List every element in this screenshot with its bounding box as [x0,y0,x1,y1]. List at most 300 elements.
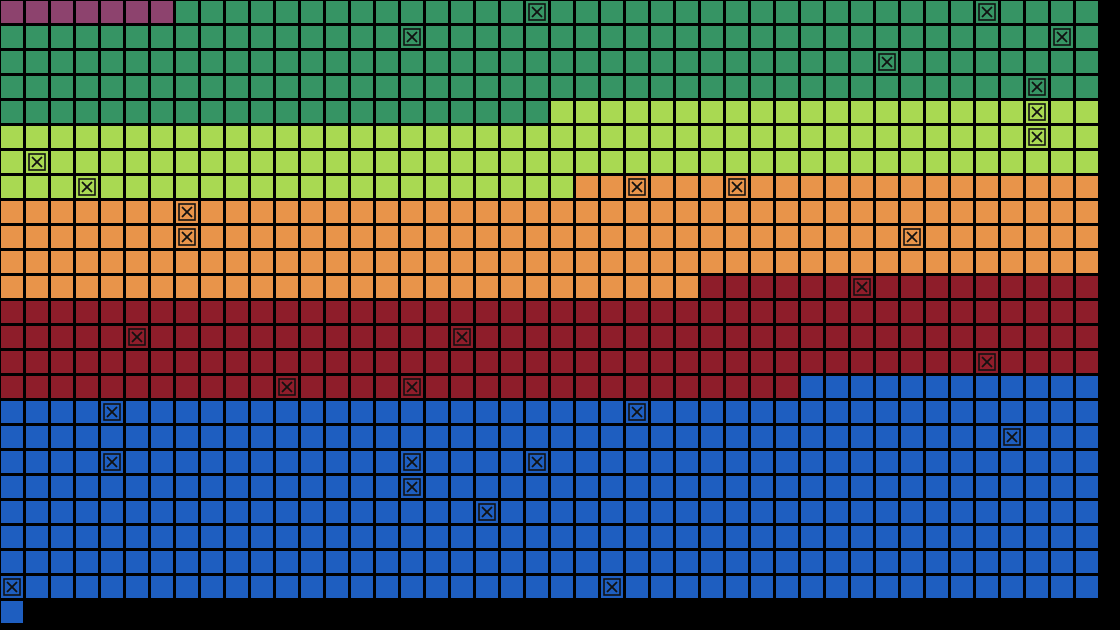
grid-tile-blue[interactable] [976,576,998,598]
grid-tile-blue[interactable] [826,476,848,498]
grid-tile-blue[interactable] [176,476,198,498]
grid-tile-orange[interactable] [1026,251,1048,273]
grid-tile-lime[interactable] [726,126,748,148]
grid-tile-green[interactable] [876,1,898,23]
grid-tile-orange[interactable] [801,176,823,198]
grid-tile-blue[interactable] [826,576,848,598]
grid-tile-blue[interactable] [1,476,23,498]
grid-tile-red[interactable] [876,276,898,298]
grid-tile-blue[interactable] [526,526,548,548]
grid-tile-blue[interactable] [1026,376,1048,398]
grid-tile-orange[interactable] [76,201,98,223]
grid-tile-blue[interactable] [276,476,298,498]
grid-tile-red[interactable] [651,351,673,373]
grid-tile-orange[interactable] [326,251,348,273]
grid-tile-green[interactable] [926,26,948,48]
grid-tile-green[interactable] [76,26,98,48]
grid-tile-blue[interactable] [826,426,848,448]
grid-tile-blue[interactable] [676,426,698,448]
grid-tile-blue[interactable] [601,501,623,523]
grid-tile-orange[interactable] [526,251,548,273]
grid-tile-blue[interactable] [476,401,498,423]
grid-tile-blue[interactable] [976,451,998,473]
grid-tile-lime[interactable] [1,126,23,148]
grid-tile-red[interactable] [826,351,848,373]
grid-tile-green[interactable] [551,51,573,73]
grid-tile-blue[interactable] [326,501,348,523]
grid-tile-blue[interactable] [676,476,698,498]
grid-tile-orange[interactable] [651,276,673,298]
grid-tile-red[interactable] [101,351,123,373]
grid-tile-orange[interactable] [901,176,923,198]
grid-tile-blue[interactable] [526,551,548,573]
grid-tile-green[interactable] [451,1,473,23]
grid-tile-lime[interactable] [676,126,698,148]
grid-tile-blue[interactable] [376,576,398,598]
grid-tile-blue[interactable] [251,576,273,598]
grid-tile-green[interactable] [351,101,373,123]
grid-tile-blue[interactable] [951,476,973,498]
grid-tile-orange[interactable] [926,226,948,248]
grid-tile-blue[interactable] [1026,401,1048,423]
grid-tile-blue[interactable] [926,376,948,398]
grid-tile-orange[interactable] [801,251,823,273]
grid-tile-green[interactable] [351,1,373,23]
grid-tile-orange[interactable] [601,226,623,248]
grid-tile-blue[interactable] [376,451,398,473]
grid-tile-green[interactable] [851,26,873,48]
grid-tile-red[interactable] [426,301,448,323]
grid-tile-green[interactable] [326,51,348,73]
grid-tile-blue[interactable] [826,551,848,573]
grid-tile-blue[interactable] [501,551,523,573]
grid-tile-blue[interactable] [276,426,298,448]
grid-tile-blue[interactable] [176,426,198,448]
grid-tile-red[interactable] [576,301,598,323]
grid-tile-lime[interactable] [351,151,373,173]
grid-tile-blue[interactable] [601,476,623,498]
grid-tile-red[interactable] [1001,351,1023,373]
grid-tile-orange[interactable] [976,226,998,248]
grid-tile-blue[interactable] [801,576,823,598]
grid-tile-orange[interactable] [51,226,73,248]
grid-tile-blue[interactable] [901,451,923,473]
grid-tile-blue[interactable] [626,426,648,448]
grid-tile-red[interactable] [426,326,448,348]
grid-tile-lime[interactable] [476,126,498,148]
grid-tile-blue[interactable] [176,526,198,548]
grid-tile-blue[interactable] [526,576,548,598]
grid-tile-blue[interactable] [926,526,948,548]
grid-tile-blue[interactable] [901,426,923,448]
grid-tile-blue[interactable] [326,476,348,498]
grid-tile-green[interactable] [576,51,598,73]
grid-tile-blue[interactable] [101,576,123,598]
grid-tile-red[interactable] [151,376,173,398]
grid-tile-green[interactable] [651,76,673,98]
grid-tile-red[interactable] [951,301,973,323]
grid-tile-orange[interactable] [851,251,873,273]
grid-tile-lime[interactable] [326,176,348,198]
grid-tile-orange[interactable] [51,251,73,273]
grid-tile-blue[interactable] [151,401,173,423]
grid-tile-blue[interactable] [701,426,723,448]
grid-tile-blue[interactable] [801,551,823,573]
grid-tile-blue[interactable] [176,576,198,598]
grid-tile-green[interactable] [951,76,973,98]
grid-tile-lime[interactable] [51,126,73,148]
grid-tile-red[interactable] [726,301,748,323]
grid-tile-red[interactable] [726,351,748,373]
grid-tile-orange[interactable] [1,251,23,273]
grid-tile-blue[interactable] [251,526,273,548]
grid-tile-red[interactable] [676,351,698,373]
grid-tile-red[interactable] [201,301,223,323]
grid-tile-red[interactable] [76,351,98,373]
grid-tile-blue[interactable] [176,401,198,423]
grid-tile-red[interactable] [1076,301,1098,323]
grid-tile-blue[interactable] [526,501,548,523]
grid-tile-green[interactable] [901,26,923,48]
grid-tile-orange[interactable] [376,201,398,223]
grid-tile-orange[interactable] [551,276,573,298]
grid-tile-blue[interactable] [976,376,998,398]
grid-tile-green[interactable] [651,1,673,23]
grid-tile-blue[interactable] [126,401,148,423]
grid-tile-red[interactable] [201,326,223,348]
grid-tile-red[interactable] [1076,276,1098,298]
grid-tile-blue[interactable] [376,476,398,498]
grid-tile-blue[interactable] [876,426,898,448]
grid-tile-orange[interactable] [676,226,698,248]
grid-tile-orange[interactable] [726,201,748,223]
grid-tile-red[interactable] [751,276,773,298]
grid-tile-green[interactable] [401,26,423,48]
grid-tile-red[interactable] [51,326,73,348]
grid-tile-orange[interactable] [501,201,523,223]
grid-tile-red[interactable] [701,376,723,398]
grid-tile-lime[interactable] [1051,101,1073,123]
grid-tile-lime[interactable] [26,151,48,173]
grid-tile-blue[interactable] [201,426,223,448]
grid-tile-orange[interactable] [351,251,373,273]
grid-tile-red[interactable] [126,351,148,373]
grid-tile-orange[interactable] [876,201,898,223]
grid-tile-green[interactable] [751,26,773,48]
grid-tile-blue[interactable] [876,376,898,398]
grid-tile-blue[interactable] [1051,501,1073,523]
grid-tile-green[interactable] [501,51,523,73]
grid-tile-blue[interactable] [801,476,823,498]
grid-tile-green[interactable] [101,101,123,123]
grid-tile-red[interactable] [801,326,823,348]
grid-tile-orange[interactable] [426,251,448,273]
grid-tile-orange[interactable] [76,226,98,248]
grid-tile-orange[interactable] [1,226,23,248]
grid-tile-blue[interactable] [401,576,423,598]
grid-tile-red[interactable] [276,326,298,348]
grid-tile-blue[interactable] [76,576,98,598]
grid-tile-blue[interactable] [76,501,98,523]
grid-tile-green[interactable] [401,76,423,98]
grid-tile-red[interactable] [276,351,298,373]
grid-tile-orange[interactable] [176,251,198,273]
grid-tile-green[interactable] [426,51,448,73]
grid-tile-blue[interactable] [1026,501,1048,523]
grid-tile-lime[interactable] [576,151,598,173]
grid-tile-blue[interactable] [551,501,573,523]
grid-tile-red[interactable] [301,326,323,348]
grid-tile-red[interactable] [676,301,698,323]
grid-tile-green[interactable] [426,76,448,98]
grid-tile-green[interactable] [551,76,573,98]
grid-tile-red[interactable] [126,301,148,323]
grid-tile-red[interactable] [451,326,473,348]
grid-tile-green[interactable] [576,1,598,23]
grid-tile-orange[interactable] [226,201,248,223]
grid-tile-lime[interactable] [551,101,573,123]
grid-tile-blue[interactable] [1026,576,1048,598]
grid-tile-orange[interactable] [901,201,923,223]
grid-tile-orange[interactable] [301,251,323,273]
grid-tile-blue[interactable] [451,576,473,598]
grid-tile-red[interactable] [776,276,798,298]
grid-tile-green[interactable] [26,101,48,123]
grid-tile-blue[interactable] [501,501,523,523]
grid-tile-orange[interactable] [676,201,698,223]
grid-tile-orange[interactable] [801,201,823,223]
grid-tile-green[interactable] [476,76,498,98]
grid-tile-green[interactable] [901,1,923,23]
grid-tile-orange[interactable] [551,201,573,223]
grid-tile-red[interactable] [726,276,748,298]
grid-tile-lime[interactable] [1001,151,1023,173]
grid-tile-lime[interactable] [1026,101,1048,123]
grid-tile-red[interactable] [551,326,573,348]
grid-tile-orange[interactable] [751,176,773,198]
grid-tile-orange[interactable] [826,226,848,248]
grid-tile-orange[interactable] [451,201,473,223]
grid-tile-orange[interactable] [251,251,273,273]
grid-tile-green[interactable] [26,51,48,73]
grid-tile-blue[interactable] [1001,576,1023,598]
grid-tile-blue[interactable] [501,476,523,498]
grid-tile-lime[interactable] [751,101,773,123]
grid-tile-blue[interactable] [301,426,323,448]
grid-tile-lime[interactable] [201,151,223,173]
grid-tile-green[interactable] [326,76,348,98]
grid-tile-blue[interactable] [1051,426,1073,448]
grid-tile-orange[interactable] [51,201,73,223]
grid-tile-blue[interactable] [551,426,573,448]
grid-tile-blue[interactable] [851,576,873,598]
grid-tile-blue[interactable] [876,476,898,498]
grid-tile-orange[interactable] [626,251,648,273]
grid-tile-green[interactable] [726,76,748,98]
grid-tile-green[interactable] [1076,51,1098,73]
grid-tile-blue[interactable] [76,526,98,548]
grid-tile-blue[interactable] [351,526,373,548]
grid-tile-blue[interactable] [76,426,98,448]
grid-tile-green[interactable] [1026,76,1048,98]
grid-tile-blue[interactable] [976,501,998,523]
grid-tile-lime[interactable] [651,126,673,148]
grid-tile-orange[interactable] [601,251,623,273]
grid-tile-blue[interactable] [551,526,573,548]
grid-tile-red[interactable] [601,301,623,323]
grid-tile-red[interactable] [301,351,323,373]
grid-tile-blue[interactable] [951,526,973,548]
grid-tile-red[interactable] [351,376,373,398]
grid-tile-green[interactable] [551,1,573,23]
grid-tile-blue[interactable] [501,451,523,473]
grid-tile-blue[interactable] [776,426,798,448]
grid-tile-green[interactable] [51,26,73,48]
grid-tile-orange[interactable] [351,226,373,248]
grid-tile-blue[interactable] [476,451,498,473]
grid-tile-blue[interactable] [1,401,23,423]
grid-tile-orange[interactable] [576,276,598,298]
grid-tile-orange[interactable] [851,201,873,223]
grid-tile-blue[interactable] [401,451,423,473]
grid-tile-orange[interactable] [1,201,23,223]
grid-tile-blue[interactable] [151,551,173,573]
grid-tile-orange[interactable] [626,276,648,298]
grid-tile-orange[interactable] [301,201,323,223]
grid-tile-blue[interactable] [851,526,873,548]
grid-tile-blue[interactable] [101,476,123,498]
grid-tile-blue[interactable] [201,451,223,473]
grid-tile-orange[interactable] [1026,201,1048,223]
grid-tile-red[interactable] [926,276,948,298]
grid-tile-red[interactable] [726,376,748,398]
grid-tile-blue[interactable] [301,551,323,573]
grid-tile-red[interactable] [826,276,848,298]
grid-tile-red[interactable] [1001,276,1023,298]
grid-tile-blue[interactable] [201,551,223,573]
grid-tile-orange[interactable] [101,201,123,223]
grid-tile-green[interactable] [826,1,848,23]
grid-tile-orange[interactable] [901,226,923,248]
grid-tile-red[interactable] [526,351,548,373]
grid-tile-blue[interactable] [126,426,148,448]
grid-tile-blue[interactable] [351,551,373,573]
grid-tile-blue[interactable] [376,551,398,573]
grid-tile-blue[interactable] [826,401,848,423]
grid-tile-orange[interactable] [201,251,223,273]
grid-tile-green[interactable] [601,26,623,48]
grid-tile-green[interactable] [901,76,923,98]
grid-tile-lime[interactable] [626,101,648,123]
grid-tile-orange[interactable] [226,276,248,298]
grid-tile-blue[interactable] [626,551,648,573]
grid-tile-green[interactable] [501,101,523,123]
grid-tile-orange[interactable] [701,176,723,198]
grid-tile-green[interactable] [376,101,398,123]
grid-tile-green[interactable] [326,26,348,48]
grid-tile-orange[interactable] [976,176,998,198]
grid-tile-red[interactable] [501,376,523,398]
grid-tile-green[interactable] [526,76,548,98]
grid-tile-green[interactable] [251,51,273,73]
grid-tile-red[interactable] [351,326,373,348]
grid-tile-blue[interactable] [26,451,48,473]
grid-tile-red[interactable] [901,326,923,348]
grid-tile-red[interactable] [201,376,223,398]
grid-tile-green[interactable] [226,1,248,23]
grid-tile-blue[interactable] [776,401,798,423]
grid-tile-orange[interactable] [851,226,873,248]
grid-tile-lime[interactable] [901,126,923,148]
grid-tile-red[interactable] [701,301,723,323]
grid-tile-green[interactable] [951,1,973,23]
grid-tile-orange[interactable] [276,251,298,273]
grid-tile-red[interactable] [101,376,123,398]
grid-tile-orange[interactable] [726,176,748,198]
grid-tile-orange[interactable] [701,201,723,223]
grid-tile-red[interactable] [476,326,498,348]
grid-tile-blue[interactable] [1001,426,1023,448]
grid-tile-blue[interactable] [701,451,723,473]
grid-tile-blue[interactable] [101,501,123,523]
grid-tile-blue[interactable] [576,476,598,498]
grid-tile-blue[interactable] [376,426,398,448]
grid-tile-lime[interactable] [151,151,173,173]
grid-tile-lime[interactable] [526,151,548,173]
grid-tile-red[interactable] [26,376,48,398]
grid-tile-orange[interactable] [951,226,973,248]
grid-tile-blue[interactable] [651,501,673,523]
grid-tile-lime[interactable] [26,176,48,198]
grid-tile-green[interactable] [651,51,673,73]
grid-tile-lime[interactable] [76,176,98,198]
grid-tile-lime[interactable] [751,126,773,148]
grid-tile-red[interactable] [51,351,73,373]
grid-tile-red[interactable] [626,301,648,323]
grid-tile-blue[interactable] [376,526,398,548]
grid-tile-orange[interactable] [251,201,273,223]
grid-tile-blue[interactable] [601,401,623,423]
grid-tile-red[interactable] [1,301,23,323]
grid-tile-red[interactable] [576,376,598,398]
grid-tile-green[interactable] [276,101,298,123]
grid-tile-green[interactable] [501,1,523,23]
grid-tile-lime[interactable] [926,126,948,148]
grid-tile-orange[interactable] [351,201,373,223]
grid-tile-orange[interactable] [676,251,698,273]
grid-tile-blue[interactable] [51,451,73,473]
grid-tile-green[interactable] [776,1,798,23]
grid-tile-orange[interactable] [776,251,798,273]
grid-tile-blue[interactable] [101,426,123,448]
grid-tile-green[interactable] [851,76,873,98]
grid-tile-green[interactable] [926,76,948,98]
grid-tile-green[interactable] [926,51,948,73]
grid-tile-red[interactable] [901,276,923,298]
grid-tile-green[interactable] [526,51,548,73]
grid-tile-red[interactable] [501,301,523,323]
grid-tile-green[interactable] [951,26,973,48]
grid-tile-green[interactable] [601,51,623,73]
grid-tile-red[interactable] [76,376,98,398]
grid-tile-blue[interactable] [851,451,873,473]
grid-tile-green[interactable] [626,1,648,23]
grid-tile-green[interactable] [526,101,548,123]
grid-tile-lime[interactable] [876,126,898,148]
grid-tile-red[interactable] [801,351,823,373]
grid-tile-blue[interactable] [851,401,873,423]
grid-tile-red[interactable] [176,326,198,348]
